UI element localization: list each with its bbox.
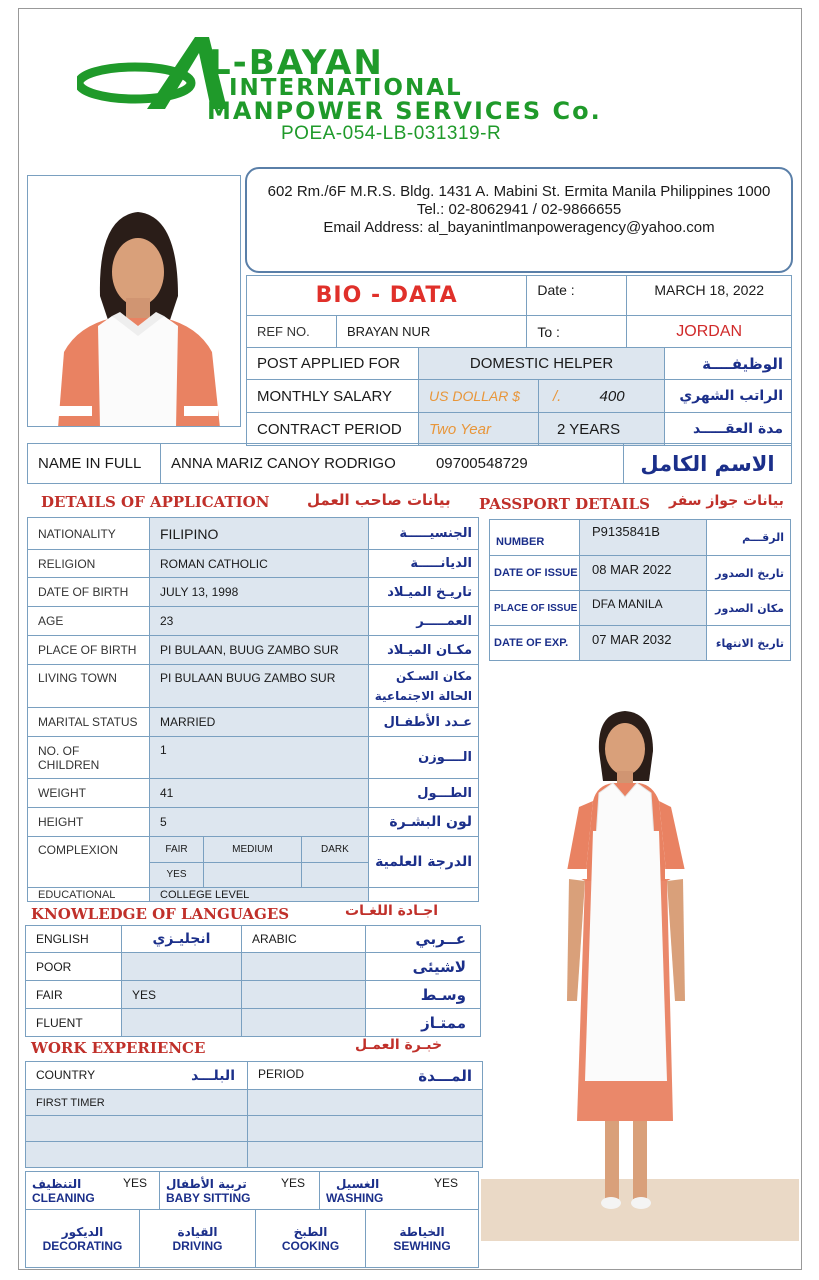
contract-arabic: مدة العقـــــد <box>665 413 792 446</box>
fair-label: FAIR <box>26 981 122 1009</box>
marital-arabic: الحالة الاجتماعية <box>374 689 472 703</box>
post-label: POST APPLIED FOR <box>247 348 419 380</box>
to-label: To : <box>527 316 627 348</box>
issue-place-value: DFA MANILA <box>580 591 707 626</box>
issue-place-arabic: مكان الصدور <box>707 591 791 626</box>
living-town-arabic-cell <box>369 665 479 708</box>
age-label: AGE <box>28 607 150 636</box>
english-arabic: انجليـزي <box>122 926 242 953</box>
biodata-title: BIO - DATA <box>315 283 458 308</box>
skill-cooking-label: COOKING <box>281 1238 340 1253</box>
skill-baby-sitting <box>160 1172 320 1210</box>
address-line: 602 Rm./6F M.R.S. Bldg. 1431 A. Mabini St. Ermita Manila Philippines 1000 <box>267 183 771 200</box>
work-section-title: WORK EXPERIENCE <box>31 1039 206 1057</box>
salary-separator: /. <box>553 387 562 405</box>
languages-table <box>25 925 481 1037</box>
arabic-label: ARABIC <box>242 926 366 953</box>
logo-line-1: L-BAYAN <box>209 43 384 83</box>
email-line: Email Address: al_bayanintlmanpoweragency@yahoo.com <box>323 219 715 236</box>
complexion-arabic: لون البشـرة <box>369 808 479 837</box>
complexion-fair-mark: YES <box>150 862 204 887</box>
age-value: 23 <box>150 607 369 636</box>
period-label: PERIOD <box>258 1066 305 1081</box>
religion-arabic: الديانـــــة <box>369 550 479 578</box>
poor-label: POOR <box>26 953 122 981</box>
employment-terms-table <box>246 347 792 446</box>
skill-baby-sitting-label: BABY SITTING <box>166 1190 251 1205</box>
skill-driving-arabic: القيادة <box>177 1224 218 1239</box>
work-period-3 <box>248 1142 483 1168</box>
weight-arabic: الــــوزن <box>369 737 479 779</box>
period-arabic: المـــدة <box>418 1066 472 1085</box>
poor-arabic-level <box>242 953 366 981</box>
work-period-1 <box>248 1090 483 1116</box>
work-country-3 <box>26 1142 248 1168</box>
complexion-grid <box>150 837 368 887</box>
skills-table-row-2 <box>25 1209 479 1268</box>
company-address-box <box>245 167 793 273</box>
education-value: COLLEGE LEVEL <box>150 888 369 902</box>
pob-value: PI BULAAN, BUUG ZAMBO SUR <box>150 636 369 665</box>
pob-arabic: مكـان الميـلاد <box>369 636 479 665</box>
biodata-title-cell <box>247 276 527 316</box>
expiry-date-arabic: تاريخ الانتهاء <box>707 626 791 661</box>
children-value: 1 <box>150 737 369 779</box>
skill-decorating-label: DECORATING <box>42 1238 123 1253</box>
name-arabic: الاسم الكامل <box>624 444 792 484</box>
applicant-full-body-photo <box>481 681 799 1241</box>
children-arabic: عـدد الأطفـال <box>369 708 479 737</box>
skill-decorating <box>26 1210 140 1268</box>
to-value: JORDAN <box>627 316 792 348</box>
passport-details-table <box>489 519 791 661</box>
complexion-medium: MEDIUM <box>204 837 302 862</box>
biodata-document <box>18 8 802 1270</box>
contract-value: 2 YEARS <box>539 413 665 446</box>
work-period-2 <box>248 1116 483 1142</box>
languages-section-title-arabic: اجـادة اللغـات <box>345 903 439 919</box>
issue-place-label: PLACE OF ISSUE <box>490 591 580 626</box>
skill-sewing-label: SEWHING <box>393 1238 451 1253</box>
skill-washing-arabic: الغسيل <box>336 1176 380 1191</box>
logo-line-3: MANPOWER SERVICES Co. <box>207 97 602 125</box>
work-section-title-arabic: خبـرة العمـل <box>355 1037 443 1053</box>
fair-english: YES <box>122 981 242 1009</box>
skill-cleaning <box>26 1172 160 1210</box>
religion-label: RELIGION <box>28 550 150 578</box>
first-timer: FIRST TIMER <box>26 1090 248 1116</box>
issue-date-value: 08 MAR 2022 <box>580 556 707 591</box>
fluent-english <box>122 1009 242 1037</box>
living-town-value: PI BULAAN BUUG ZAMBO SUR <box>150 665 369 708</box>
fluent-arabic-level <box>242 1009 366 1037</box>
weight-label: WEIGHT <box>28 779 150 808</box>
nationality-value: FILIPINO <box>150 518 369 550</box>
skill-washing <box>320 1172 479 1210</box>
ref-value: BRAYAN NUR <box>337 316 527 348</box>
english-label: ENGLISH <box>26 926 122 953</box>
dob-label: DATE OF BIRTH <box>28 578 150 607</box>
marital-value: MARRIED <box>150 708 369 737</box>
height-value: 5 <box>150 808 369 837</box>
complexion-dark-mark <box>301 862 368 887</box>
height-arabic: الطـــول <box>369 779 479 808</box>
salary-arabic: الراتب الشهري <box>665 380 792 413</box>
complexion-fair: FAIR <box>150 837 204 862</box>
arabic-arabic: عــربي <box>366 926 481 953</box>
contract-hint: Two Year <box>419 413 539 446</box>
post-arabic: الوظيفــــة <box>665 348 792 380</box>
fluent-label: FLUENT <box>26 1009 122 1037</box>
applicant-portrait-photo <box>27 175 241 427</box>
name-value: ANNA MARIZ CANOY RODRIGO <box>171 455 396 472</box>
skill-cleaning-label: CLEANING <box>32 1190 95 1205</box>
skill-cleaning-arabic: التنظيف <box>32 1176 82 1191</box>
fair-arabic-level <box>242 981 366 1009</box>
religion-value: ROMAN CATHOLIC <box>150 550 369 578</box>
skill-driving-label: DRIVING <box>172 1238 223 1253</box>
poor-english <box>122 953 242 981</box>
name-label: NAME IN FULL <box>28 444 161 484</box>
passport-number-value: P9135841B <box>580 520 707 556</box>
poea-license: POEA-054-LB-031319-R <box>281 123 502 144</box>
skill-washing-label: WASHING <box>326 1190 384 1205</box>
issue-date-label: DATE OF ISSUE <box>490 556 580 591</box>
country-header-cell <box>26 1062 248 1090</box>
education-label: EDUCATIONAL <box>28 888 150 902</box>
skill-sewing-arabic: الخياطة <box>399 1224 445 1239</box>
skill-sewing <box>366 1210 479 1268</box>
issue-date-arabic: تاريخ الصدور <box>707 556 791 591</box>
post-value: DOMESTIC HELPER <box>419 348 665 380</box>
salary-amount-cell <box>539 380 665 413</box>
weight-value: 41 <box>150 779 369 808</box>
expiry-date-value: 07 MAR 2032 <box>580 626 707 661</box>
complexion-medium-mark <box>204 862 302 887</box>
application-section-title-arabic: بيانات صاحب العمل <box>307 491 451 509</box>
dob-arabic: تاريـخ الميـلاد <box>369 578 479 607</box>
application-details-table <box>27 517 479 902</box>
complexion-dark: DARK <box>301 837 368 862</box>
skill-driving <box>140 1210 256 1268</box>
phone-value: 09700548729 <box>435 455 528 472</box>
height-label: HEIGHT <box>28 808 150 837</box>
skill-decorating-arabic: الديكور <box>61 1224 104 1239</box>
living-town-label: LIVING TOWN <box>28 665 150 708</box>
education-arabic: الدرجة العلمية <box>369 837 479 888</box>
application-section-title: DETAILS OF APPLICATION <box>41 493 270 511</box>
passport-number-label: NUMBER <box>490 520 580 556</box>
skill-baby-sitting-arabic: تربية الأطفال <box>166 1176 247 1191</box>
skill-washing-value: YES <box>433 1176 458 1190</box>
contract-label: CONTRACT PERIOD <box>247 413 419 446</box>
education-empty <box>369 888 479 902</box>
marital-label: MARITAL STATUS <box>28 708 150 737</box>
age-arabic: العمـــــر <box>369 607 479 636</box>
nationality-label: NATIONALITY <box>28 518 150 550</box>
skill-baby-sitting-value: YES <box>280 1176 305 1190</box>
ref-label: REF NO. <box>247 316 337 348</box>
poor-arabic: لاشيئى <box>366 953 481 981</box>
logo-line-2: INTERNATIONAL <box>229 75 463 101</box>
dob-value: JULY 13, 1998 <box>150 578 369 607</box>
date-value: MARCH 18, 2022 <box>627 276 792 316</box>
period-header-cell <box>248 1062 483 1090</box>
full-name-table <box>27 443 792 484</box>
salary-label: MONTHLY SALARY <box>247 380 419 413</box>
skill-cleaning-value: YES <box>122 1176 147 1190</box>
expiry-date-label: DATE OF EXP. <box>490 626 580 661</box>
work-country-2 <box>26 1116 248 1142</box>
country-arabic: البلـــد <box>191 1067 235 1084</box>
skill-cooking <box>256 1210 366 1268</box>
languages-section-title: KNOWLEDGE OF LANGUAGES <box>31 905 290 923</box>
date-label: Date : <box>527 276 627 316</box>
passport-number-arabic: الرقـــم <box>707 520 791 556</box>
country-label: COUNTRY <box>36 1067 96 1082</box>
biodata-header-table <box>246 275 792 348</box>
complexion-grid-cell <box>150 837 369 888</box>
telephone-line: Tel.: 02-8062941 / 02-9866655 <box>416 201 622 218</box>
living-town-arabic: مكان السـكن <box>395 669 472 683</box>
fluent-arabic: ممتـاز <box>366 1009 481 1037</box>
skill-cooking-arabic: الطبخ <box>293 1224 328 1239</box>
skills-table-row-1 <box>25 1171 479 1210</box>
salary-currency: US DOLLAR $ <box>419 380 539 413</box>
salary-value: 400 <box>599 387 625 405</box>
nationality-arabic: الجنسيـــــة <box>369 518 479 550</box>
pob-label: PLACE OF BIRTH <box>28 636 150 665</box>
passport-section-title: PASSPORT DETAILS <box>479 495 650 513</box>
fair-arabic: وسـط <box>366 981 481 1009</box>
name-cell <box>161 444 624 484</box>
complexion-label: COMPLEXION <box>28 837 150 888</box>
work-experience-table <box>25 1061 483 1168</box>
passport-section-title-arabic: بيانات جواز سفر <box>669 493 784 509</box>
children-label: NO. OF CHILDREN <box>28 737 150 779</box>
